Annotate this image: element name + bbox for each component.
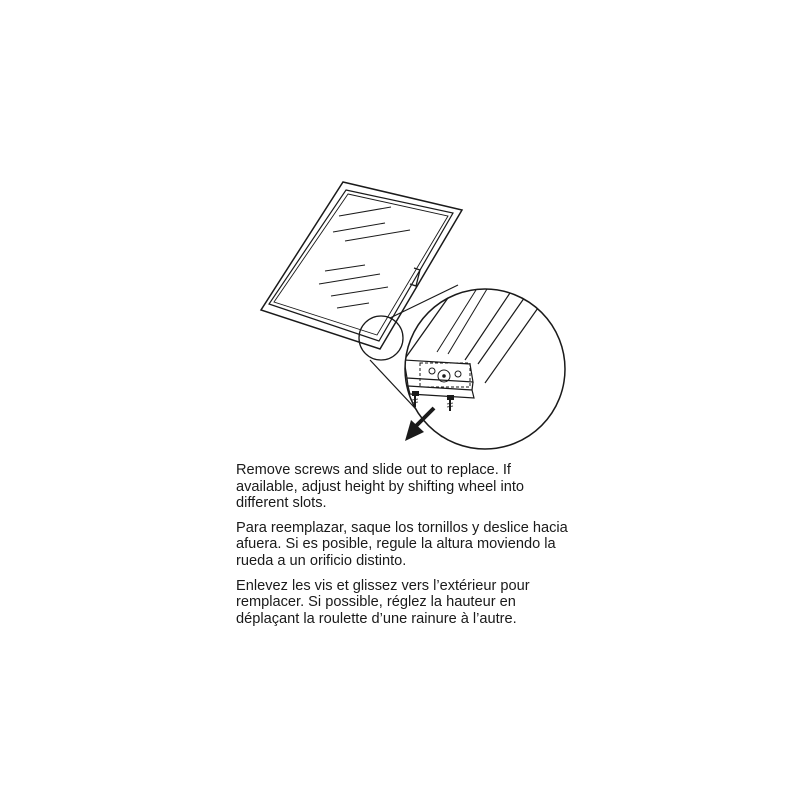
callout-circle-large bbox=[405, 289, 565, 449]
glass-reflection-lines bbox=[319, 207, 410, 308]
detail-magnified-view bbox=[404, 288, 565, 449]
instruction-english: Remove screws and slide out to replace. If available, adjust height by shifting wheel into different slots. bbox=[236, 462, 525, 512]
instructions-text-block bbox=[236, 462, 576, 635]
instruction-french: Enlevez les vis et glissez vers l’extérieur pour remplacer. Si possible, réglez la hauteur en déplaçant la roulette d’une rainure à l’autre. bbox=[236, 577, 530, 627]
instruction-spanish: Para reemplazar, saque los tornillos y deslice hacia afuera. Si es posible, regule la altura moviendo la rueda a un orificio distinto. bbox=[236, 519, 568, 569]
